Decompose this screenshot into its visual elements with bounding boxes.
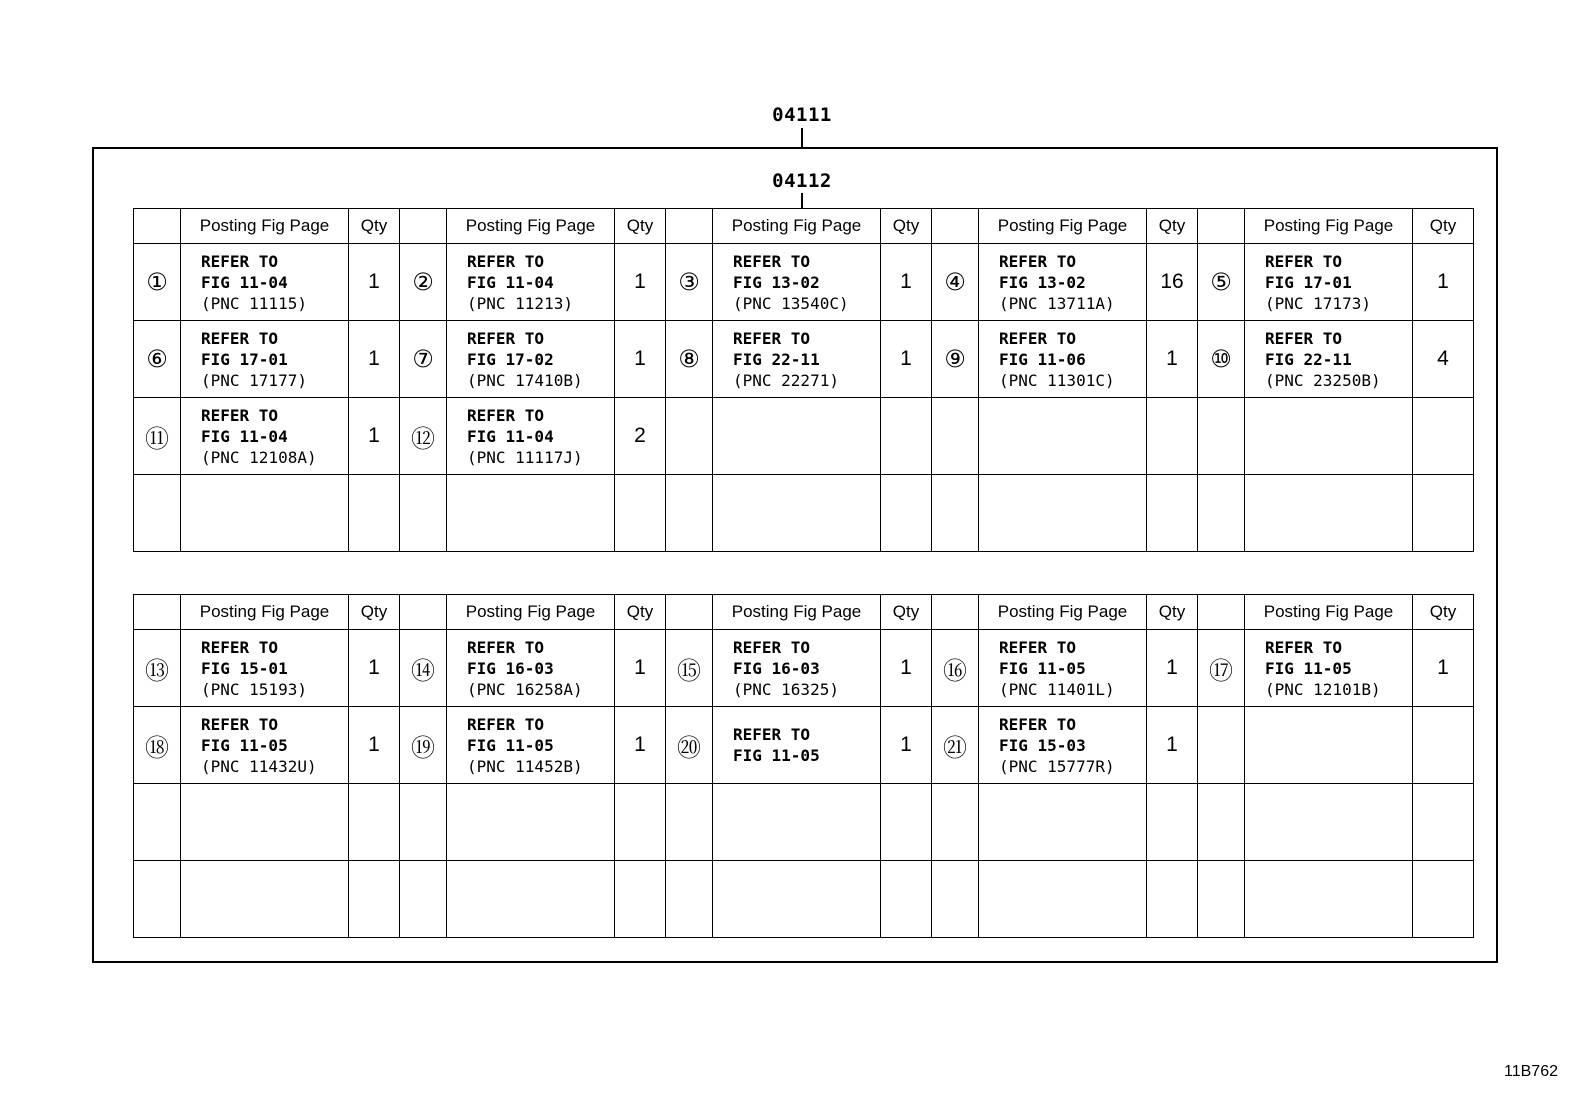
fig-reference: FIG 17-01 bbox=[1265, 272, 1352, 292]
refer-to-text: REFER TO bbox=[201, 251, 279, 271]
header-qty: Qty bbox=[1413, 209, 1474, 244]
posting-reference bbox=[181, 398, 349, 475]
item-number bbox=[400, 861, 447, 938]
item-qty: 1 bbox=[349, 707, 400, 784]
refer-to-text: REFER TO bbox=[733, 725, 811, 744]
fig-reference: FIG 11-05 bbox=[733, 746, 820, 765]
fig-reference: FIG 11-06 bbox=[999, 349, 1086, 369]
fig-reference: FIG 11-05 bbox=[999, 658, 1086, 678]
item-number bbox=[400, 784, 447, 861]
posting-reference bbox=[1245, 630, 1413, 707]
posting-reference bbox=[181, 784, 349, 861]
pnc-reference: (PNC 11117J) bbox=[467, 447, 583, 467]
item-qty: 1 bbox=[349, 630, 400, 707]
fig-reference: FIG 22-11 bbox=[1265, 349, 1352, 369]
item-number bbox=[134, 475, 181, 552]
table-row bbox=[134, 707, 1474, 784]
fig-reference: FIG 11-04 bbox=[467, 272, 554, 292]
pnc-reference: (PNC 11432U) bbox=[201, 756, 317, 776]
pnc-reference: (PNC 23250B) bbox=[1265, 370, 1381, 390]
header-qty: Qty bbox=[881, 595, 932, 630]
item-number: ⑫ bbox=[400, 398, 447, 475]
item-qty bbox=[1413, 707, 1474, 784]
item-number: ① bbox=[134, 244, 181, 321]
header-posting-fig-page: Posting Fig Page bbox=[979, 209, 1147, 244]
header-posting-fig-page: Posting Fig Page bbox=[979, 595, 1147, 630]
posting-reference bbox=[713, 784, 881, 861]
posting-reference bbox=[979, 398, 1147, 475]
item-number bbox=[1198, 398, 1245, 475]
refer-to-text: REFER TO bbox=[201, 637, 279, 657]
pnc-reference: (PNC 11452B) bbox=[467, 756, 583, 776]
posting-reference bbox=[1245, 398, 1413, 475]
item-number: ⑲ bbox=[400, 707, 447, 784]
item-qty bbox=[1147, 398, 1198, 475]
posting-reference bbox=[713, 321, 881, 398]
header-number-cell bbox=[1198, 209, 1245, 244]
item-number: ⑭ bbox=[400, 630, 447, 707]
refer-to-text: REFER TO bbox=[999, 714, 1077, 734]
fig-reference: FIG 11-04 bbox=[201, 426, 288, 446]
posting-reference bbox=[1245, 784, 1413, 861]
pnc-reference: (PNC 11301C) bbox=[999, 370, 1115, 390]
item-number bbox=[932, 475, 979, 552]
refer-to-text: REFER TO bbox=[467, 251, 545, 271]
item-qty: 1 bbox=[615, 630, 666, 707]
header-number-cell bbox=[932, 209, 979, 244]
item-number bbox=[932, 784, 979, 861]
pnc-reference: (PNC 22271) bbox=[733, 370, 839, 390]
refer-to-text: REFER TO bbox=[467, 328, 545, 348]
header-posting-fig-page: Posting Fig Page bbox=[713, 595, 881, 630]
item-number: ⑯ bbox=[932, 630, 979, 707]
posting-reference bbox=[447, 398, 615, 475]
item-qty: 1 bbox=[615, 244, 666, 321]
posting-reference bbox=[979, 861, 1147, 938]
refer-to-text: REFER TO bbox=[467, 637, 545, 657]
item-number bbox=[1198, 784, 1245, 861]
item-number bbox=[932, 861, 979, 938]
item-qty: 1 bbox=[615, 321, 666, 398]
assembly-code-label: 04111 bbox=[772, 104, 832, 126]
header-number-cell bbox=[400, 595, 447, 630]
header-number-cell bbox=[134, 209, 181, 244]
item-qty bbox=[349, 475, 400, 552]
posting-reference bbox=[713, 398, 881, 475]
posting-reference bbox=[447, 244, 615, 321]
item-qty: 1 bbox=[615, 707, 666, 784]
posting-reference bbox=[1245, 244, 1413, 321]
subassembly-leader-line bbox=[801, 193, 803, 208]
item-qty: 1 bbox=[881, 244, 932, 321]
pnc-reference: (PNC 11401L) bbox=[999, 679, 1115, 699]
posting-reference bbox=[713, 630, 881, 707]
pnc-reference: (PNC 15193) bbox=[201, 679, 307, 699]
item-number bbox=[666, 861, 713, 938]
item-qty: 1 bbox=[1147, 630, 1198, 707]
item-number: ⑬ bbox=[134, 630, 181, 707]
table-row bbox=[134, 861, 1474, 938]
posting-reference bbox=[447, 321, 615, 398]
header-number-cell bbox=[400, 209, 447, 244]
posting-reference bbox=[713, 244, 881, 321]
header-row bbox=[134, 595, 1474, 630]
item-number bbox=[666, 784, 713, 861]
posting-reference bbox=[979, 784, 1147, 861]
fig-reference: FIG 13-02 bbox=[733, 272, 820, 292]
header-posting-fig-page: Posting Fig Page bbox=[181, 209, 349, 244]
header-qty: Qty bbox=[1413, 595, 1474, 630]
table-row bbox=[134, 244, 1474, 321]
fig-reference: FIG 11-05 bbox=[467, 735, 554, 755]
header-qty: Qty bbox=[1147, 595, 1198, 630]
table-row bbox=[134, 784, 1474, 861]
posting-reference bbox=[979, 475, 1147, 552]
item-qty: 1 bbox=[881, 707, 932, 784]
item-number bbox=[666, 398, 713, 475]
item-qty: 2 bbox=[615, 398, 666, 475]
item-qty bbox=[1413, 398, 1474, 475]
item-number bbox=[400, 475, 447, 552]
pnc-reference: (PNC 17173) bbox=[1265, 293, 1371, 313]
fig-reference: FIG 22-11 bbox=[733, 349, 820, 369]
item-qty bbox=[881, 784, 932, 861]
refer-to-text: REFER TO bbox=[733, 251, 811, 271]
refer-to-text: REFER TO bbox=[201, 405, 279, 425]
item-qty bbox=[349, 784, 400, 861]
fig-reference: FIG 11-05 bbox=[1265, 658, 1352, 678]
item-qty bbox=[1147, 861, 1198, 938]
table-row bbox=[134, 398, 1474, 475]
item-qty bbox=[615, 861, 666, 938]
posting-reference bbox=[713, 475, 881, 552]
item-number: ③ bbox=[666, 244, 713, 321]
header-posting-fig-page: Posting Fig Page bbox=[713, 209, 881, 244]
fig-reference: FIG 17-01 bbox=[201, 349, 288, 369]
header-row bbox=[134, 209, 1474, 244]
fig-reference: FIG 15-01 bbox=[201, 658, 288, 678]
header-qty: Qty bbox=[615, 595, 666, 630]
header-posting-fig-page: Posting Fig Page bbox=[181, 595, 349, 630]
item-qty: 4 bbox=[1413, 321, 1474, 398]
parts-table-lower bbox=[133, 594, 1474, 938]
item-qty bbox=[349, 861, 400, 938]
posting-reference bbox=[1245, 321, 1413, 398]
item-qty: 1 bbox=[881, 321, 932, 398]
fig-reference: FIG 11-04 bbox=[201, 272, 288, 292]
pnc-reference: (PNC 16258A) bbox=[467, 679, 583, 699]
posting-reference bbox=[181, 861, 349, 938]
posting-reference bbox=[447, 707, 615, 784]
header-qty: Qty bbox=[615, 209, 666, 244]
fig-reference: FIG 11-04 bbox=[467, 426, 554, 446]
item-number: ④ bbox=[932, 244, 979, 321]
refer-to-text: REFER TO bbox=[201, 328, 279, 348]
item-number: ⑪ bbox=[134, 398, 181, 475]
pnc-reference: (PNC 13711A) bbox=[999, 293, 1115, 313]
refer-to-text: REFER TO bbox=[733, 328, 811, 348]
header-posting-fig-page: Posting Fig Page bbox=[1245, 595, 1413, 630]
header-qty: Qty bbox=[349, 209, 400, 244]
assembly-leader-line bbox=[801, 128, 803, 147]
item-qty bbox=[615, 784, 666, 861]
pnc-reference: (PNC 17410B) bbox=[467, 370, 583, 390]
table-row bbox=[134, 475, 1474, 552]
header-number-cell bbox=[666, 209, 713, 244]
item-qty bbox=[1413, 861, 1474, 938]
item-qty: 16 bbox=[1147, 244, 1198, 321]
table-row bbox=[134, 321, 1474, 398]
refer-to-text: REFER TO bbox=[999, 328, 1077, 348]
header-number-cell bbox=[666, 595, 713, 630]
posting-reference bbox=[181, 630, 349, 707]
item-number bbox=[666, 475, 713, 552]
item-qty bbox=[881, 861, 932, 938]
item-number: ⑧ bbox=[666, 321, 713, 398]
posting-reference bbox=[181, 244, 349, 321]
item-number: ② bbox=[400, 244, 447, 321]
posting-reference bbox=[447, 861, 615, 938]
fig-reference: FIG 13-02 bbox=[999, 272, 1086, 292]
header-qty: Qty bbox=[881, 209, 932, 244]
fig-reference: FIG 16-03 bbox=[733, 658, 820, 678]
subassembly-code-label: 04112 bbox=[772, 170, 832, 192]
refer-to-text: REFER TO bbox=[467, 714, 545, 734]
item-qty bbox=[1147, 475, 1198, 552]
item-number bbox=[932, 398, 979, 475]
posting-reference bbox=[447, 475, 615, 552]
parts-table-upper bbox=[133, 208, 1474, 552]
header-posting-fig-page: Posting Fig Page bbox=[447, 209, 615, 244]
item-number bbox=[1198, 475, 1245, 552]
refer-to-text: REFER TO bbox=[1265, 251, 1343, 271]
posting-reference bbox=[979, 630, 1147, 707]
posting-reference bbox=[1245, 475, 1413, 552]
posting-reference bbox=[713, 861, 881, 938]
figure-code: 11B762 bbox=[1504, 1063, 1558, 1080]
header-number-cell bbox=[1198, 595, 1245, 630]
header-posting-fig-page: Posting Fig Page bbox=[1245, 209, 1413, 244]
item-number: ⑨ bbox=[932, 321, 979, 398]
item-qty: 1 bbox=[349, 244, 400, 321]
item-qty: 1 bbox=[349, 321, 400, 398]
posting-reference bbox=[447, 784, 615, 861]
posting-reference bbox=[181, 475, 349, 552]
pnc-reference: (PNC 13540C) bbox=[733, 293, 849, 313]
refer-to-text: REFER TO bbox=[999, 251, 1077, 271]
pnc-reference: (PNC 15777R) bbox=[999, 756, 1115, 776]
fig-reference: FIG 17-02 bbox=[467, 349, 554, 369]
fig-reference: FIG 11-05 bbox=[201, 735, 288, 755]
pnc-reference: (PNC 11115) bbox=[201, 293, 307, 313]
header-qty: Qty bbox=[349, 595, 400, 630]
item-qty bbox=[881, 475, 932, 552]
item-number bbox=[1198, 861, 1245, 938]
item-number: ⑩ bbox=[1198, 321, 1245, 398]
posting-reference bbox=[979, 244, 1147, 321]
item-qty bbox=[1413, 475, 1474, 552]
header-qty: Qty bbox=[1147, 209, 1198, 244]
table-row bbox=[134, 630, 1474, 707]
pnc-reference: (PNC 16325) bbox=[733, 679, 839, 699]
posting-reference bbox=[1245, 707, 1413, 784]
item-number: ⑤ bbox=[1198, 244, 1245, 321]
header-posting-fig-page: Posting Fig Page bbox=[447, 595, 615, 630]
pnc-reference: (PNC 17177) bbox=[201, 370, 307, 390]
header-number-cell bbox=[134, 595, 181, 630]
posting-reference bbox=[181, 707, 349, 784]
posting-reference bbox=[979, 707, 1147, 784]
refer-to-text: REFER TO bbox=[999, 637, 1077, 657]
item-qty: 1 bbox=[881, 630, 932, 707]
item-number bbox=[1198, 707, 1245, 784]
pnc-reference: (PNC 12108A) bbox=[201, 447, 317, 467]
item-number: ⑰ bbox=[1198, 630, 1245, 707]
refer-to-text: REFER TO bbox=[1265, 328, 1343, 348]
item-qty: 1 bbox=[1413, 244, 1474, 321]
refer-to-text: REFER TO bbox=[1265, 637, 1343, 657]
item-number: ⑳ bbox=[666, 707, 713, 784]
refer-to-text: REFER TO bbox=[733, 637, 811, 657]
item-qty: 1 bbox=[1147, 321, 1198, 398]
item-number bbox=[134, 861, 181, 938]
item-number bbox=[134, 784, 181, 861]
item-qty: 1 bbox=[1413, 630, 1474, 707]
item-number: ⑮ bbox=[666, 630, 713, 707]
fig-reference: FIG 15-03 bbox=[999, 735, 1086, 755]
fig-reference: FIG 16-03 bbox=[467, 658, 554, 678]
item-qty bbox=[1147, 784, 1198, 861]
item-qty: 1 bbox=[349, 398, 400, 475]
item-qty: 1 bbox=[1147, 707, 1198, 784]
pnc-reference: (PNC 12101B) bbox=[1265, 679, 1381, 699]
refer-to-text: REFER TO bbox=[467, 405, 545, 425]
item-qty bbox=[881, 398, 932, 475]
refer-to-text: REFER TO bbox=[201, 714, 279, 734]
item-number: ⑱ bbox=[134, 707, 181, 784]
header-number-cell bbox=[932, 595, 979, 630]
item-number: ⑦ bbox=[400, 321, 447, 398]
posting-reference bbox=[1245, 861, 1413, 938]
item-qty bbox=[615, 475, 666, 552]
item-number: ⑥ bbox=[134, 321, 181, 398]
posting-reference bbox=[447, 630, 615, 707]
item-qty bbox=[1413, 784, 1474, 861]
posting-reference bbox=[979, 321, 1147, 398]
posting-reference bbox=[181, 321, 349, 398]
posting-reference bbox=[713, 707, 881, 784]
item-number: ㉑ bbox=[932, 707, 979, 784]
pnc-reference: (PNC 11213) bbox=[467, 293, 573, 313]
